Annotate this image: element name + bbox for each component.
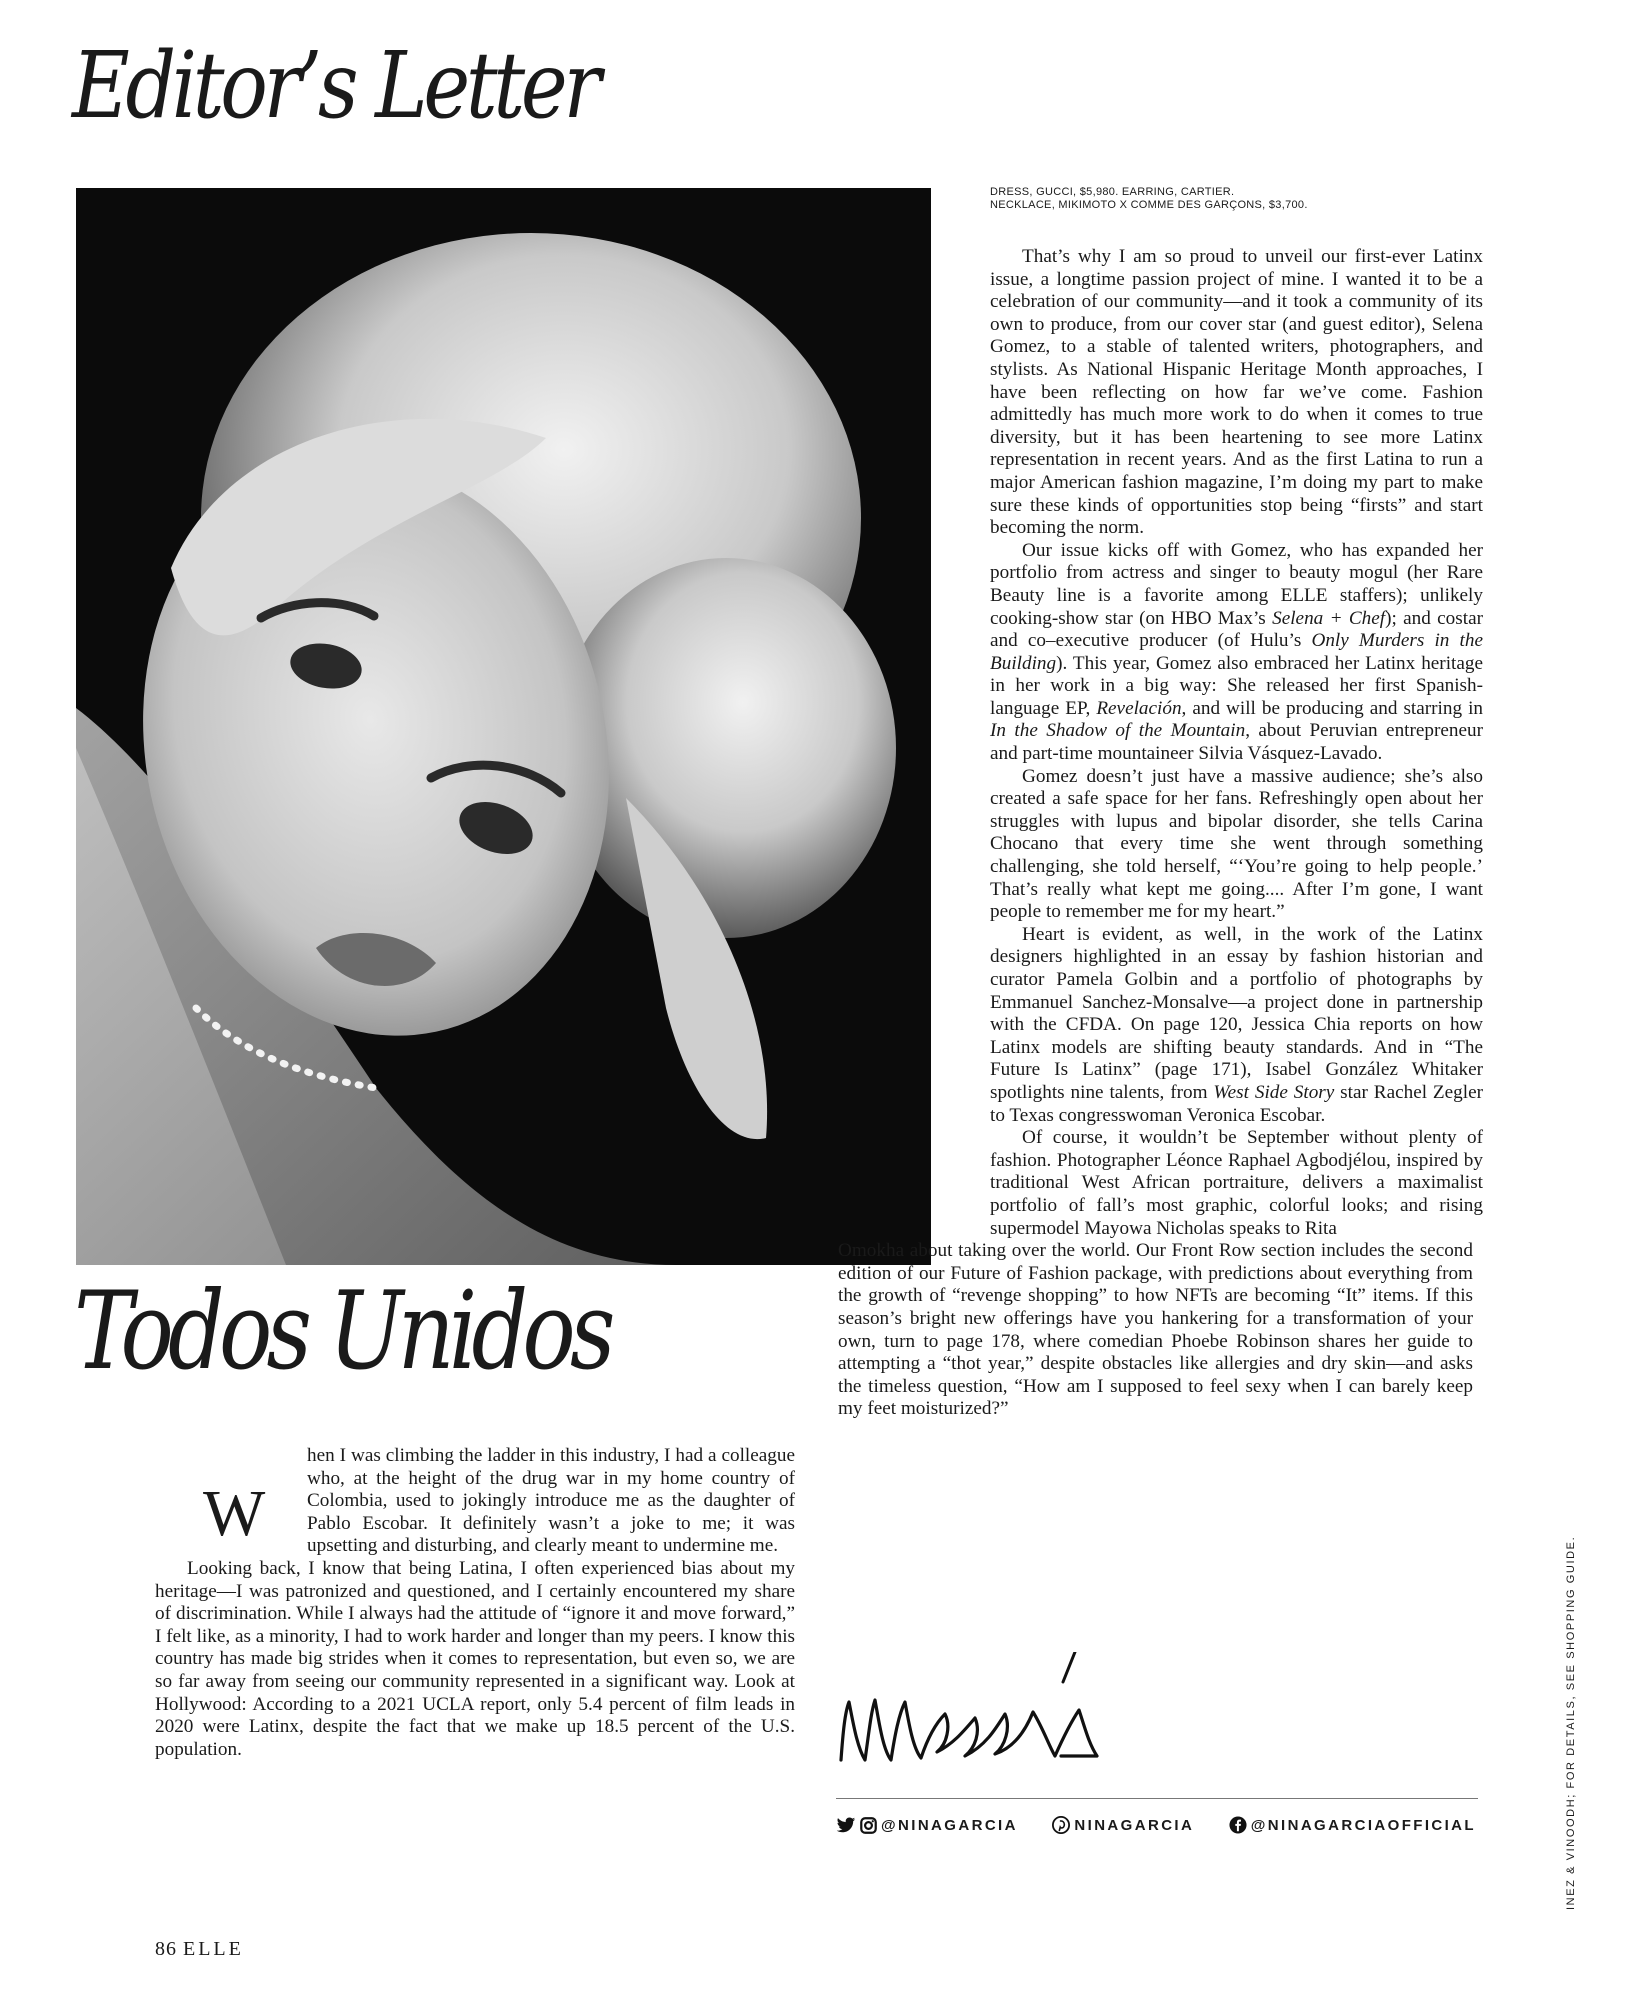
- lead-paragraph: hen I was climbing the ladder in this industry, I had a colleague who, at the height of the drug war in my home country of Colombia, used to jokingly introduce me as the daughter of Pablo Escobar. It definitely wasn’t a joke to me; it was upsetting and disturbing, and clearly meant to undermine me.: [307, 1445, 795, 1557]
- paragraph: Our issue kicks off with Gomez, who has expanded her portfolio from actress and singer to beauty mogul (her Rare Beauty line is a favorite among ELLE staffers); unlikely cooking-show star (on HBO Max’s Selena + Chef); and costar and co–executive producer (of Hulu’s Only Murders in the Building). This year, Gomez also embraced her Latinx heritage in her work in a big way: She released her first Spanish-language EP, Revelación, and will be producing and starring in In the Shadow of the Mountain, about Peruvian entrepreneur and part-time mountaineer Silvia Vásquez-Lavado.: [990, 539, 1483, 765]
- credit-line: NECKLACE, MIKIMOTO X COMME DES GARÇONS, $3,700.: [990, 199, 1308, 211]
- social-divider: [836, 1798, 1478, 1799]
- photo-side-credit: INEZ & VINOODH; FOR DETAILS, SEE SHOPPING GUIDE.: [1565, 1535, 1577, 1910]
- social-link-twitter-instagram[interactable]: [836, 1817, 1018, 1834]
- paragraph: Looking back, I know that being Latina, I often experienced bias about my heritage—I was patronized and questioned, and I certainly encountered my share of discrimination. While I always had the attitude of “ignore it and move forward,” I felt like, as a minority, I had to work harder and longer than my peers. I know this country has made big strides when it comes to representation, but even so, we are so far away from seeing our community represented in a significant way. Look at Hollywood: According to a 2021 UCLA report, only 5.4 percent of film leads in 2020 were Latinx, despite the fact that we make up 18.5 percent of the U.S. population.: [155, 1557, 795, 1760]
- social-link-facebook[interactable]: [1229, 1816, 1476, 1834]
- article-body-left-column: [155, 1445, 795, 1761]
- twitter-icon[interactable]: [836, 1817, 856, 1834]
- social-handle[interactable]: @NINAGARCIA: [881, 1816, 1018, 1834]
- page-number: 86: [155, 1938, 177, 1960]
- paragraph: That’s why I am so proud to unveil our first-ever Latinx issue, a longtime passion project of mine. I wanted it to be a celebration of our community—and it took a community of its own to produce, from our cover star (and guest editor), Selena Gomez, to a stable of talented writers, photographers, and stylists. As National Hispanic Heritage Month approaches, I have been reflecting on how far we’ve come. Fashion admittedly has much more work to do when it comes to true diversity, but it has been heartening to see more Latinx representation in recent years. And as the first Latina to run a major American fashion magazine, I’m doing my part to make sure these kinds of opportunities stop being “firsts” and start becoming the norm.: [990, 246, 1483, 539]
- photo-credit: [990, 186, 1490, 212]
- paragraph: Of course, it wouldn’t be September without plenty of fashion. Photographer Léonce Raphael Agbodjélou, inspired by traditional West African portraiture, delivers a maximalist portfolio of fall’s most graphic, colorful looks; and rising supermodel Mayowa Nicholas speaks to Rita: [990, 1127, 1483, 1239]
- signature: [835, 1652, 1115, 1774]
- portrait-photo: [76, 188, 931, 1265]
- article-body-right-column: [838, 246, 1483, 1421]
- section-title: Editor’s Letter: [72, 32, 597, 139]
- social-handle[interactable]: NINAGARCIA: [1074, 1816, 1195, 1834]
- paragraph: Gomez doesn’t just have a massive audience; she’s also created a safe space for her fans. Refreshingly open about her struggles with lupus and bipolar disorder, she tells Carina Chocano that every time she went through something challenging, she told herself, “‘You’re going to help people.’ That’s really what kept me going.... After I’m gone, I want people to remember me for my heart.”: [990, 765, 1483, 923]
- social-handle[interactable]: @NINAGARCIAOFFICIAL: [1250, 1816, 1476, 1834]
- signature-mark: [835, 1652, 1115, 1774]
- credit-line: DRESS, GUCCI, $5,980. EARRING, CARTIER.: [990, 186, 1235, 198]
- drop-cap: W: [203, 1477, 266, 1550]
- social-link-pinterest[interactable]: [1052, 1816, 1194, 1834]
- article-headline: Todos Unidos: [74, 1269, 610, 1394]
- cover-portrait-photo: [76, 188, 931, 1265]
- instagram-icon[interactable]: [860, 1817, 877, 1834]
- pinterest-icon[interactable]: [1052, 1816, 1070, 1834]
- paragraph: Heart is evident, as well, in the work of the Latinx designers highlighted in an essay by fashion historian and curator Pamela Golbin and a portfolio of photographs by Emmanuel Sanchez-Monsalve—a project done in partnership with the CFDA. On page 120, Jessica Chia reports on how Latinx models are shifting beauty standards. And in “The Future Is Latinx” (page 171), Isabel González Whitaker spotlights nine talents, from West Side Story star Rachel Zegler to Texas congresswoman Veronica Escobar.: [990, 923, 1483, 1126]
- facebook-icon[interactable]: [1229, 1816, 1247, 1834]
- magazine-name: ELLE: [183, 1938, 244, 1960]
- paragraph-continued: Omokha about taking over the world. Our Front Row section includes the second edition of our Future of Fashion package, with predictions about everything from the growth of “revenge shopping” to how NFTs are becoming “It” items. If this season’s bright new offerings have you hankering for a transformation of your own, turn to page 178, where comedian Phoebe Robinson shares her guide to attempting a “thot year,” despite obstacles like allergies and dry skin—and asks the timeless question, “How am I supposed to feel sexy when I can barely keep my feet moisturized?”: [838, 1240, 1473, 1420]
- page-folio: [155, 1938, 244, 1961]
- social-links: [836, 1815, 1476, 1835]
